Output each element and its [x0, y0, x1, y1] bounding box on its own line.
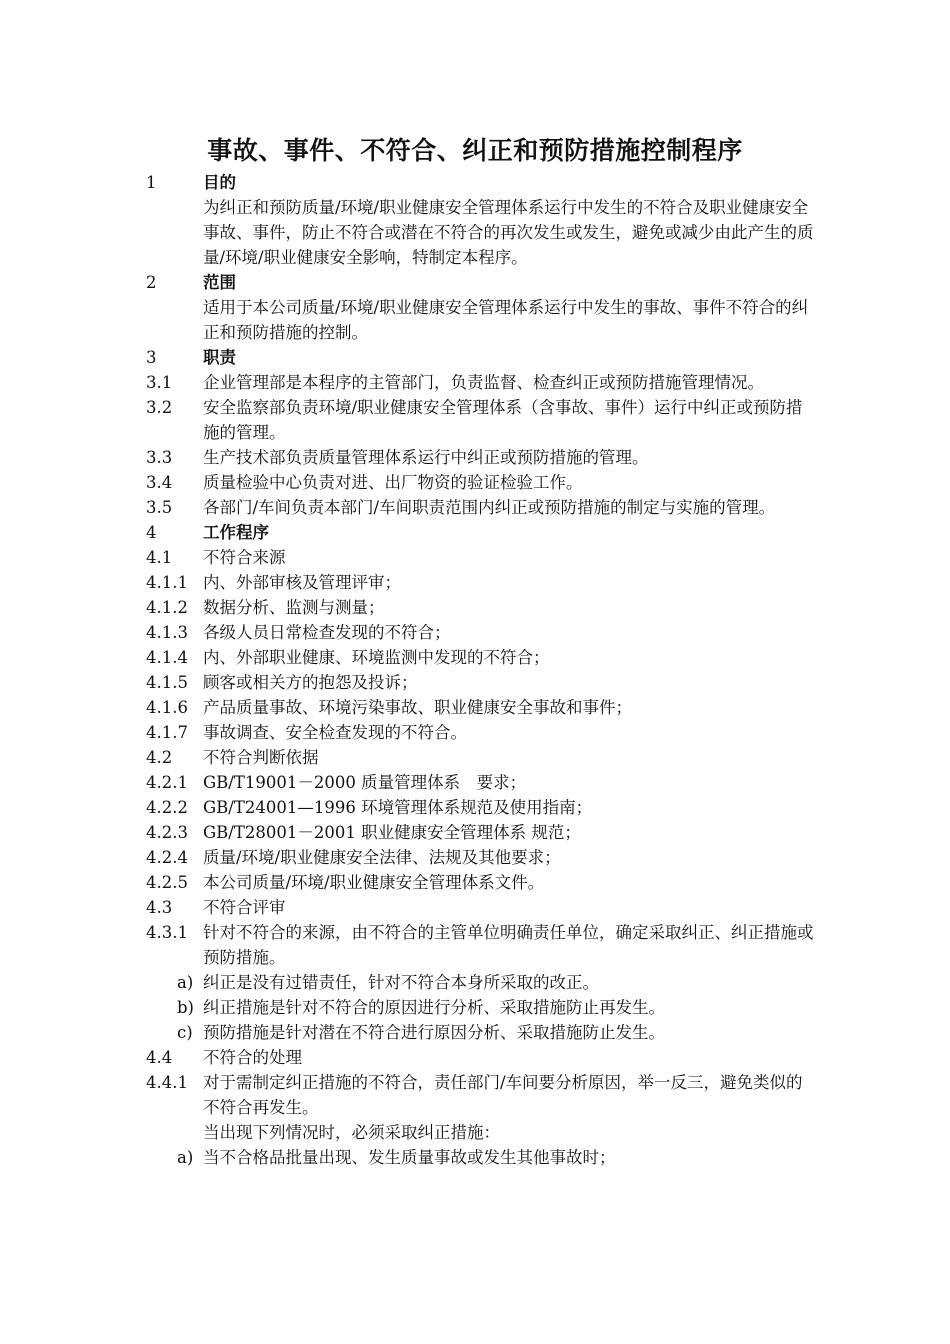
clause-row: [146, 670, 814, 695]
clause-row: [146, 720, 814, 745]
clause-number: a): [177, 1148, 194, 1167]
clause-text: 产品质量事故、环境污染事故、职业健康安全事故和事件；: [203, 698, 632, 717]
clause-text: 事故调查、安全检查发现的不符合。: [203, 723, 467, 742]
clause-text: 针对不符合的来源，由不符合的主管单位明确责任单位，确定采取纠正、纠正措施或预防措施。: [203, 923, 814, 967]
clause-text: 预防措施是针对潜在不符合进行原因分析、采取措施防止发生。: [203, 1023, 665, 1042]
clause-text: 不符合评审: [203, 898, 286, 917]
clause-row: [146, 470, 814, 495]
clause-text: 生产技术部负责质量管理体系运行中纠正或预防措施的管理。: [203, 448, 649, 467]
clause-text: 安全监察部负责环境/职业健康安全管理体系（含事故、事件）运行中纠正或预防措施的管理。: [203, 398, 803, 442]
clause-row: [146, 595, 814, 620]
section-title: 工作程序: [203, 523, 269, 542]
section-title: 职责: [203, 348, 236, 367]
clause-row: [146, 370, 814, 395]
clause-text: 适用于本公司质量/环境/职业健康安全管理体系运行中发生的事故、事件不符合的纠正和预防措施的控制。: [203, 298, 809, 342]
clause-row: [146, 570, 814, 595]
clause-text: GB/T19001－2000 质量管理体系 要求；: [203, 773, 527, 792]
clause-text: 质量/环境/职业健康安全法律、法规及其他要求；: [203, 848, 561, 867]
clause-text: 各部门/车间负责本部门/车间职责范围内纠正或预防措施的制定与实施的管理。: [203, 498, 776, 517]
clause-number: c): [177, 1023, 193, 1042]
clause-row: [146, 195, 814, 270]
clause-row: [146, 870, 814, 895]
clause-number: 3.3: [146, 448, 173, 467]
clause-number: [146, 1120, 203, 1145]
clause-number: 3.4: [146, 473, 173, 492]
clause-number: 4.1.5: [146, 673, 188, 692]
list-item: [146, 995, 814, 1020]
clause-row: [146, 495, 814, 520]
clause-number: 4.2.4: [146, 848, 188, 867]
section-heading: [146, 170, 814, 195]
clause-text: 顾客或相关方的抱怨及投诉；: [203, 673, 418, 692]
clause-row: [146, 920, 814, 970]
clause-row: [146, 820, 814, 845]
clause-row: [146, 445, 814, 470]
clause-text: 当不合格品批量出现、发生质量事故或发生其他事故时；: [203, 1148, 616, 1167]
clause-number: 4.1.6: [146, 698, 188, 717]
clause-text: 数据分析、监测与测量；: [203, 598, 385, 617]
clause-row: [146, 770, 814, 795]
clause-number: [146, 195, 203, 270]
clause-number: 4.2.1: [146, 773, 188, 792]
clause-number: 4.1.4: [146, 648, 188, 667]
clause-row: [146, 1120, 814, 1145]
clause-number: 3: [146, 348, 157, 367]
clause-number: 4.2.3: [146, 823, 188, 842]
clause-text: 不符合的处理: [203, 1048, 302, 1067]
section-heading: [146, 345, 814, 370]
clause-row: [146, 795, 814, 820]
clause-number: 4.1: [146, 548, 173, 567]
clause-text: 纠正措施是针对不符合的原因进行分析、采取措施防止再发生。: [203, 998, 665, 1017]
clause-row: [146, 845, 814, 870]
clause-row: [146, 695, 814, 720]
clause-row: [146, 545, 814, 570]
clause-number: 4.1.7: [146, 723, 188, 742]
clause-number: 4.4.1: [146, 1073, 188, 1092]
clause-row: [146, 645, 814, 670]
list-item: [146, 1020, 814, 1045]
clause-text: 内、外部审核及管理评审；: [203, 573, 401, 592]
list-item: [146, 1145, 814, 1170]
document-title: 事故、事件、不符合、纠正和预防措施控制程序: [207, 136, 743, 165]
clause-text: 本公司质量/环境/职业健康安全管理体系文件。: [203, 873, 545, 892]
clause-text: GB/T24001—1996 环境管理体系规范及使用指南；: [203, 798, 593, 817]
section-title: 目的: [203, 173, 236, 192]
clause-text: GB/T28001－2001 职业健康安全管理体系 规范；: [203, 823, 581, 842]
clause-number: 3.1: [146, 373, 173, 392]
section-heading: [146, 520, 814, 545]
clause-text: 质量检验中心负责对进、出厂物资的验证检验工作。: [203, 473, 583, 492]
clause-number: 4.3.1: [146, 923, 188, 942]
clause-number: 3.5: [146, 498, 173, 517]
clause-number: 4.1.1: [146, 573, 188, 592]
clause-text: 对于需制定纠正措施的不符合，责任部门/车间要分析原因，举一反三，避免类似的不符合再发生。: [203, 1073, 803, 1117]
clause-number: 2: [146, 273, 157, 292]
document-body: [146, 170, 814, 1170]
clause-number: [146, 295, 203, 345]
clause-text: 各级人员日常检查发现的不符合；: [203, 623, 451, 642]
clause-row: [146, 1045, 814, 1070]
clause-row: [146, 295, 814, 345]
section-heading: [146, 270, 814, 295]
clause-number: a): [177, 973, 194, 992]
clause-text: 企业管理部是本程序的主管部门，负责监督、检查纠正或预防措施管理情况。: [203, 373, 764, 392]
clause-number: 4.3: [146, 898, 173, 917]
clause-row: [146, 395, 814, 445]
clause-text: 纠正是没有过错责任，针对不符合本身所采取的改正。: [203, 973, 599, 992]
clause-row: [146, 745, 814, 770]
clause-number: b): [177, 998, 194, 1017]
section-title: 范围: [203, 273, 236, 292]
clause-number: 1: [146, 173, 157, 192]
clause-number: 4.2: [146, 748, 173, 767]
clause-text: 不符合判断依据: [203, 748, 319, 767]
list-item: [146, 970, 814, 995]
clause-text: 当出现下列情况时，必须采取纠正措施：: [203, 1123, 500, 1142]
clause-number: 4.1.3: [146, 623, 188, 642]
clause-number: 4.1.2: [146, 598, 188, 617]
clause-number: 3.2: [146, 398, 173, 417]
clause-text: 内、外部职业健康、环境监测中发现的不符合；: [203, 648, 550, 667]
clause-row: [146, 1070, 814, 1120]
clause-number: 4.2.2: [146, 798, 188, 817]
clause-text: 不符合来源: [203, 548, 286, 567]
clause-row: [146, 620, 814, 645]
clause-number: 4: [146, 523, 157, 542]
clause-text: 为纠正和预防质量/环境/职业健康安全管理体系运行中发生的不符合及职业健康安全事故、事件，防止不符合或潜在不符合的再次发生或发生，避免或减少由此产生的质量/环境/职业健康安全影响，特制定本程序。: [203, 198, 814, 267]
clause-number: 4.4: [146, 1048, 173, 1067]
clause-row: [146, 895, 814, 920]
clause-number: 4.2.5: [146, 873, 188, 892]
